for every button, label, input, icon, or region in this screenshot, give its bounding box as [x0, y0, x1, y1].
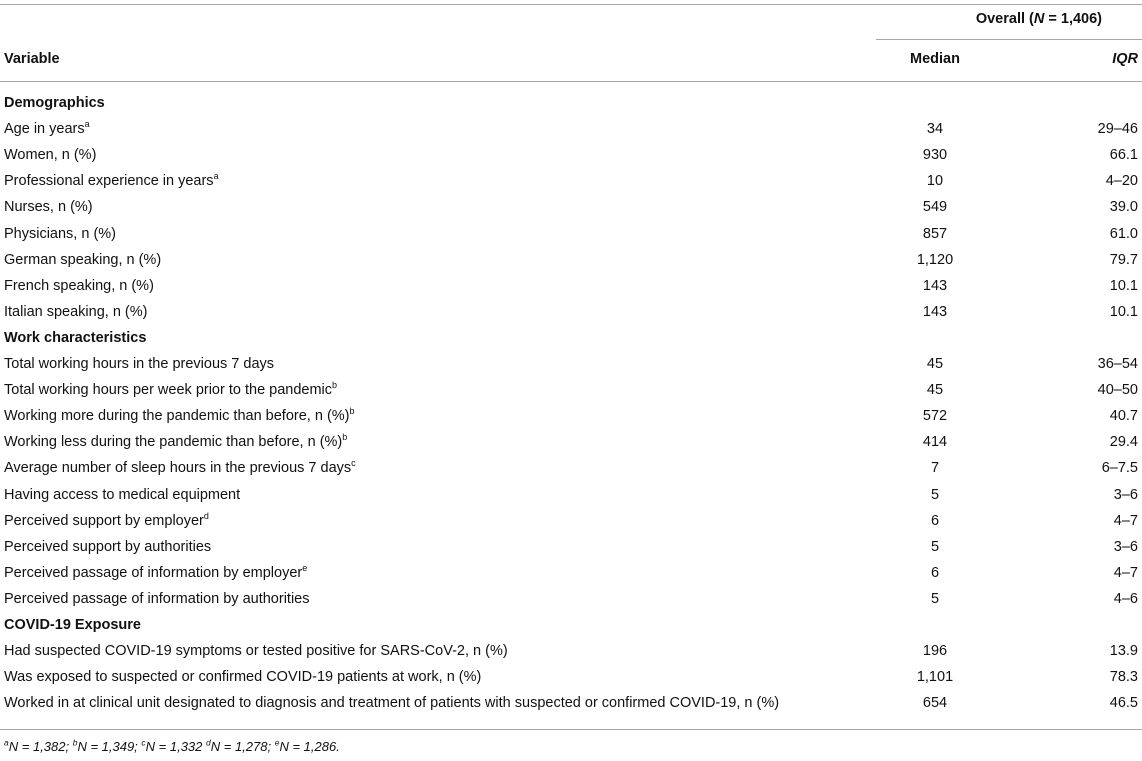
header-iqr: IQR	[1112, 51, 1138, 67]
variable-label: Perceived passage of information by authorities	[4, 590, 310, 607]
variable-cell	[4, 664, 481, 690]
iqr-cell: 39.0	[1109, 199, 1138, 216]
median-cell: 572	[922, 408, 948, 425]
table-row	[0, 299, 1142, 325]
median-cell: 5	[930, 590, 940, 607]
overall-n-value: = 1,406)	[1044, 11, 1102, 27]
median-cell: 857	[922, 225, 948, 242]
variable-cell	[4, 194, 93, 220]
variable-label: Average number of sleep hours in the previous 7 days	[4, 460, 352, 477]
median-cell: 45	[926, 356, 944, 372]
variable-cell	[4, 299, 147, 325]
variable-cell	[4, 142, 96, 168]
footnote-marker: a	[84, 119, 90, 130]
table-row	[0, 116, 1142, 142]
overall-label: Overall (	[975, 11, 1034, 27]
section-title: Demographics	[4, 95, 105, 111]
median-cell: 45	[926, 382, 944, 399]
median-cell: 34	[926, 121, 944, 138]
variable-cell	[4, 690, 779, 716]
footnote-marker: a	[213, 171, 219, 182]
median-cell: 6	[930, 512, 940, 529]
median-cell: 1,120	[916, 251, 954, 268]
iqr-cell: 4–7	[1113, 512, 1138, 529]
iqr-cell: 79.7	[1109, 251, 1138, 268]
table-row	[0, 429, 1142, 455]
iqr-cell: 78.3	[1109, 669, 1138, 686]
variable-label: Perceived support by employer	[4, 512, 204, 529]
footnote-marker: a	[4, 737, 9, 748]
footnote-marker: b	[342, 432, 348, 443]
variable-label: Working less during the pandemic than before, n (%)	[4, 434, 343, 451]
iqr-cell: 3–6	[1113, 538, 1138, 555]
footnote-text: N = 1,349;	[77, 739, 142, 754]
variable-cell	[4, 455, 356, 481]
table-row	[0, 534, 1142, 560]
section-title: COVID-19 Exposure	[4, 617, 141, 633]
variable-label: Perceived passage of information by employer	[4, 564, 303, 581]
table-row	[0, 664, 1142, 690]
variable-label: Nurses, n (%)	[4, 199, 93, 216]
variable-label: Women, n (%)	[4, 147, 97, 164]
variable-cell	[4, 560, 307, 586]
table-row	[0, 142, 1142, 168]
variable-label: French speaking, n (%)	[4, 277, 154, 294]
overall-rule	[876, 39, 1142, 40]
table-row	[0, 351, 1142, 377]
median-cell: 5	[930, 486, 940, 503]
median-cell: 1,101	[916, 669, 954, 686]
variable-label: Having access to medical equipment	[4, 486, 241, 503]
footnote-marker: b	[332, 380, 338, 391]
variable-cell	[4, 351, 274, 377]
bottom-rule	[0, 729, 1142, 730]
variable-cell	[4, 273, 154, 299]
variable-label: German speaking, n (%)	[4, 251, 162, 268]
variable-cell	[4, 168, 219, 194]
median-cell: 414	[922, 434, 948, 451]
iqr-cell: 10.1	[1109, 277, 1138, 294]
median-cell: 5	[930, 538, 940, 555]
variable-label: Perceived support by authorities	[4, 538, 212, 555]
header-rule	[0, 81, 1142, 82]
footnote-text: N = 1,332	[145, 739, 207, 754]
table-row	[0, 560, 1142, 586]
median-cell: 143	[922, 277, 948, 294]
iqr-cell: 4–20	[1105, 173, 1138, 190]
variable-label: Was exposed to suspected or confirmed COVID-19 patients at work, n (%)	[4, 669, 482, 686]
footnote-marker: c	[351, 458, 356, 469]
table-row	[0, 690, 1142, 716]
iqr-cell: 46.5	[1109, 695, 1138, 712]
header-variable: Variable	[4, 51, 60, 67]
variable-cell	[4, 586, 309, 612]
variable-label: Physicians, n (%)	[4, 225, 117, 242]
iqr-cell: 4–7	[1113, 564, 1138, 581]
footnote-marker: b	[349, 406, 355, 417]
overall-n-letter: N	[1033, 11, 1045, 27]
variable-cell	[4, 638, 508, 664]
table-row	[0, 638, 1142, 664]
table-row	[0, 586, 1142, 612]
iqr-cell: 40.7	[1109, 408, 1138, 425]
variable-cell	[4, 403, 355, 429]
section-heading-row	[0, 90, 1142, 116]
variable-label: Professional experience in years	[4, 173, 214, 190]
footnote-text: N = 1,382;	[8, 739, 73, 754]
iqr-cell: 13.9	[1109, 643, 1138, 660]
iqr-cell: 3–6	[1113, 486, 1138, 503]
median-cell: 196	[922, 643, 948, 660]
table-row	[0, 273, 1142, 299]
iqr-cell: 6–7.5	[1101, 460, 1138, 477]
table-row	[0, 221, 1142, 247]
footnote-marker: c	[141, 737, 146, 748]
footnote-marker: d	[203, 510, 209, 521]
iqr-cell: 66.1	[1109, 147, 1138, 164]
section-heading-row	[0, 612, 1142, 638]
footnote-marker: d	[206, 737, 211, 748]
table-row	[0, 168, 1142, 194]
median-cell: 6	[930, 564, 940, 581]
variable-label: Had suspected COVID-19 symptoms or tested positive for SARS-CoV-2, n (%)	[4, 643, 508, 660]
variable-cell	[4, 116, 90, 142]
footnote-text: N = 1,278;	[210, 739, 275, 754]
section-title: Work characteristics	[4, 329, 147, 346]
table-row	[0, 377, 1142, 403]
variable-label: Working more during the pandemic than before, n (%)	[4, 408, 350, 425]
footnote-marker: e	[274, 737, 280, 748]
iqr-cell: 36–54	[1097, 356, 1138, 372]
table-row	[0, 482, 1142, 508]
table-row	[0, 508, 1142, 534]
median-cell: 549	[922, 199, 948, 216]
variable-cell	[4, 482, 240, 508]
median-cell: 10	[926, 173, 944, 190]
iqr-cell: 61.0	[1109, 225, 1138, 242]
median-cell: 143	[922, 303, 948, 320]
iqr-cell: 4–6	[1113, 590, 1138, 607]
iqr-cell: 10.1	[1109, 303, 1138, 320]
variable-label: Italian speaking, n (%)	[4, 303, 148, 320]
variable-cell	[4, 429, 347, 455]
median-cell: 654	[922, 695, 948, 712]
footnote-marker: b	[72, 737, 78, 748]
table-row	[0, 455, 1142, 481]
table-row	[0, 194, 1142, 220]
iqr-cell: 29–46	[1097, 121, 1138, 138]
variable-label: Total working hours in the previous 7 days	[4, 356, 275, 372]
column-header-row	[0, 46, 1142, 72]
variable-cell	[4, 377, 337, 403]
median-cell: 930	[922, 147, 948, 164]
footnote-marker: e	[302, 562, 308, 573]
footnote-text: N = 1,286.	[279, 739, 340, 754]
variable-label: Total working hours per week prior to the pandemic	[4, 382, 333, 399]
variable-label: Worked in at clinical unit designated to diagnosis and treatment of patients with suspected or confirmed COVID-19, n (%)	[4, 695, 780, 712]
variable-cell	[4, 534, 211, 560]
header-median: Median	[910, 51, 960, 67]
table-row	[0, 403, 1142, 429]
variable-cell	[4, 508, 209, 534]
variable-cell	[4, 247, 161, 273]
median-cell: 7	[930, 460, 940, 477]
section-heading-row	[0, 325, 1142, 351]
iqr-cell: 40–50	[1097, 382, 1138, 399]
overall-header	[976, 8, 1102, 30]
table-row	[0, 247, 1142, 273]
footnote	[4, 739, 340, 754]
variable-cell	[4, 221, 116, 247]
top-rule	[0, 4, 1142, 5]
variable-label: Age in years	[4, 121, 85, 138]
iqr-cell: 29.4	[1109, 434, 1138, 451]
